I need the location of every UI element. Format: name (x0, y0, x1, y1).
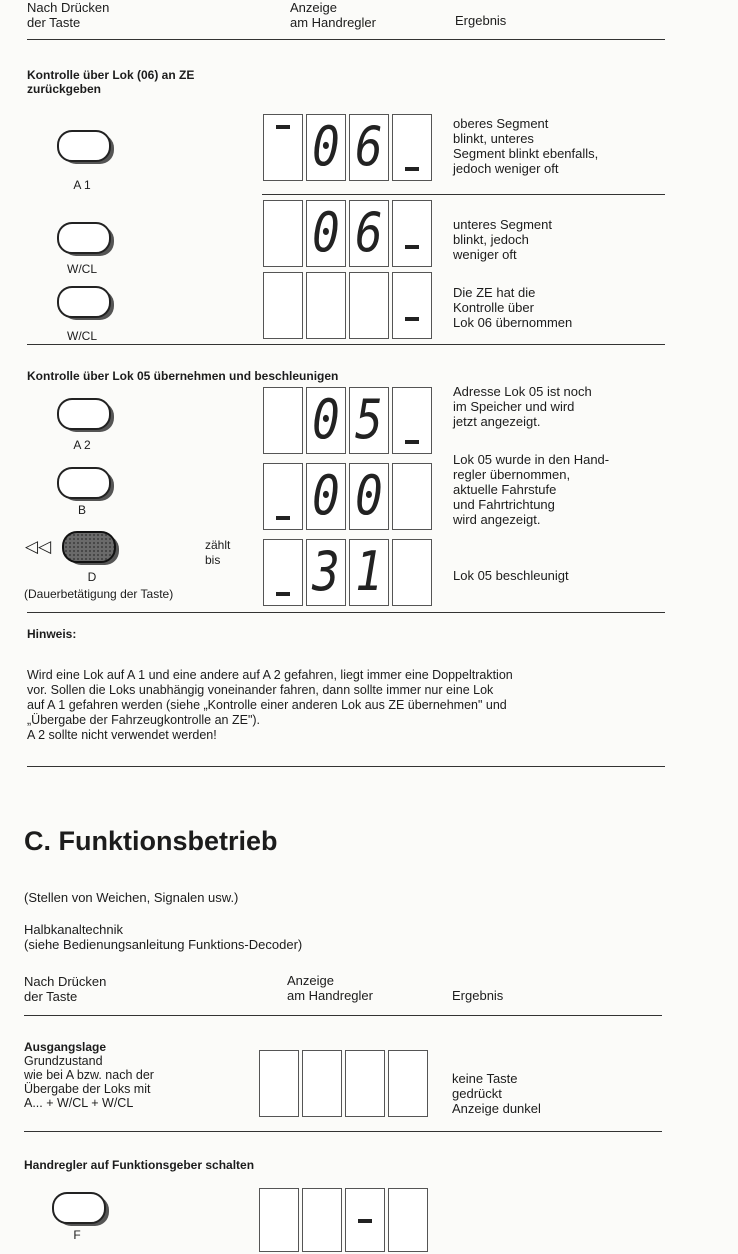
header-col-result: Ergebnis (452, 988, 504, 1003)
divider (27, 344, 665, 345)
key-note: (Dauerbetätigung der Taste) (24, 587, 174, 601)
digit-cell (392, 387, 432, 454)
digit-cell (388, 1050, 428, 1117)
digit-cell: 0 (306, 387, 346, 454)
note-text: Wird eine Lok auf A 1 und eine andere auf A 2 gefahren, liegt immer eine Doppeltraktion vor. Sollen die Loks unabhängig voneinander fahren, dann sollte immer nur eine Lok auf A 1 gefahren werden (siehe „Kontrolle einer anderen Lok aus ZE übernehmen" und „Übergabe der Fahrzeugkontrolle an ZE"). A 2 sollte nicht verwendet werden! (27, 668, 513, 742)
digit-cell (345, 1050, 385, 1117)
digit-cell: 0 (306, 200, 346, 267)
digit-cell (263, 387, 303, 454)
rewind-arrows-icon: ◁◁ (25, 537, 52, 556)
key-a2-button[interactable] (57, 398, 111, 430)
digit-cell: 6 (349, 200, 389, 267)
header-col-key: Nach Drücken der Taste (24, 974, 107, 1004)
section-heading: Kontrolle über Lok 05 übernehmen und beschleunigen (27, 369, 339, 383)
key-b-button[interactable] (57, 467, 111, 499)
key-f-button[interactable] (52, 1192, 106, 1224)
divider (24, 1131, 662, 1132)
header-col-result: Ergebnis (455, 13, 507, 28)
section-heading: Kontrolle über Lok (06) an ZE zurückgeben (27, 68, 195, 96)
result-text: Lok 05 beschleunigt (453, 568, 569, 583)
digit-cell (345, 1188, 385, 1252)
divider (24, 1015, 662, 1016)
digit-cell (263, 463, 303, 530)
section-heading: Ausgangslage (24, 1040, 107, 1054)
body-text: Grundzustand wie bei A bzw. nach der Übergabe der Loks mit A... + W/CL + W/CL (24, 1054, 154, 1110)
key-label: W/CL (67, 262, 97, 276)
key-label: F (73, 1228, 81, 1242)
key-d-button[interactable] (62, 531, 116, 563)
digit-cell: 0 (306, 463, 346, 530)
header-col-display: Anzeige am Handregler (287, 973, 373, 1003)
key-a1-button[interactable] (57, 130, 111, 162)
digit-cell: 5 (349, 387, 389, 454)
result-text: Adresse Lok 05 ist noch im Speicher und wird jetzt angezeigt. (453, 384, 592, 429)
counts-label: zählt bis (205, 538, 231, 567)
digit-cell (263, 272, 303, 339)
digit-cell: 0 (306, 114, 346, 181)
digit-cell (259, 1050, 299, 1117)
section-heading: Handregler auf Funktionsgeber schalten (24, 1158, 255, 1172)
key-label: W/CL (67, 329, 97, 343)
digit-cell (392, 539, 432, 606)
section-subtitle: (Stellen von Weichen, Signalen usw.) (24, 890, 239, 905)
digit-cell (263, 200, 303, 267)
section-subtitle: Halbkanaltechnik (siehe Bedienungsanleitung Funktions-Decoder) (24, 922, 303, 952)
key-label: A 1 (73, 178, 91, 192)
result-text: oberes Segment blinkt, unteres Segment blinkt ebenfalls, jedoch weniger oft (453, 116, 599, 176)
digit-cell: 3 (306, 539, 346, 606)
result-text: keine Taste gedrückt Anzeige dunkel (452, 1071, 541, 1116)
digit-cell: 1 (349, 539, 389, 606)
header-col-display: Anzeige am Handregler (290, 0, 376, 30)
digit-cell (306, 272, 346, 339)
result-text: Lok 05 wurde in den Hand- regler übernommen, aktuelle Fahrstufe und Fahrtrichtung wird angezeigt. (453, 452, 610, 527)
digit-cell (392, 463, 432, 530)
digit-cell (392, 272, 432, 339)
digit-cell: 0 (349, 463, 389, 530)
digit-cell (302, 1050, 342, 1117)
digit-cell (392, 200, 432, 267)
key-label: A 2 (73, 438, 91, 452)
header-col-key: Nach Drücken der Taste (27, 0, 110, 30)
key-label: B (77, 503, 86, 517)
digit-cell (388, 1188, 428, 1252)
divider (27, 766, 665, 767)
divider (262, 194, 665, 195)
result-text: Die ZE hat die Kontrolle über Lok 06 übernommen (453, 285, 573, 330)
divider (27, 39, 665, 40)
section-title: C. Funktionsbetrieb (24, 826, 278, 856)
key-wcl-button[interactable] (57, 286, 111, 318)
key-label: D (87, 570, 97, 584)
digit-cell (263, 539, 303, 606)
note-title: Hinweis: (27, 627, 77, 641)
digit-cell (263, 114, 303, 181)
result-text: unteres Segment blinkt, jedoch weniger oft (453, 217, 553, 262)
digit-cell (259, 1188, 299, 1252)
digit-cell (392, 114, 432, 181)
digit-cell (302, 1188, 342, 1252)
digit-cell: 6 (349, 114, 389, 181)
divider (27, 612, 665, 613)
key-wcl-button[interactable] (57, 222, 111, 254)
digit-cell (349, 272, 389, 339)
